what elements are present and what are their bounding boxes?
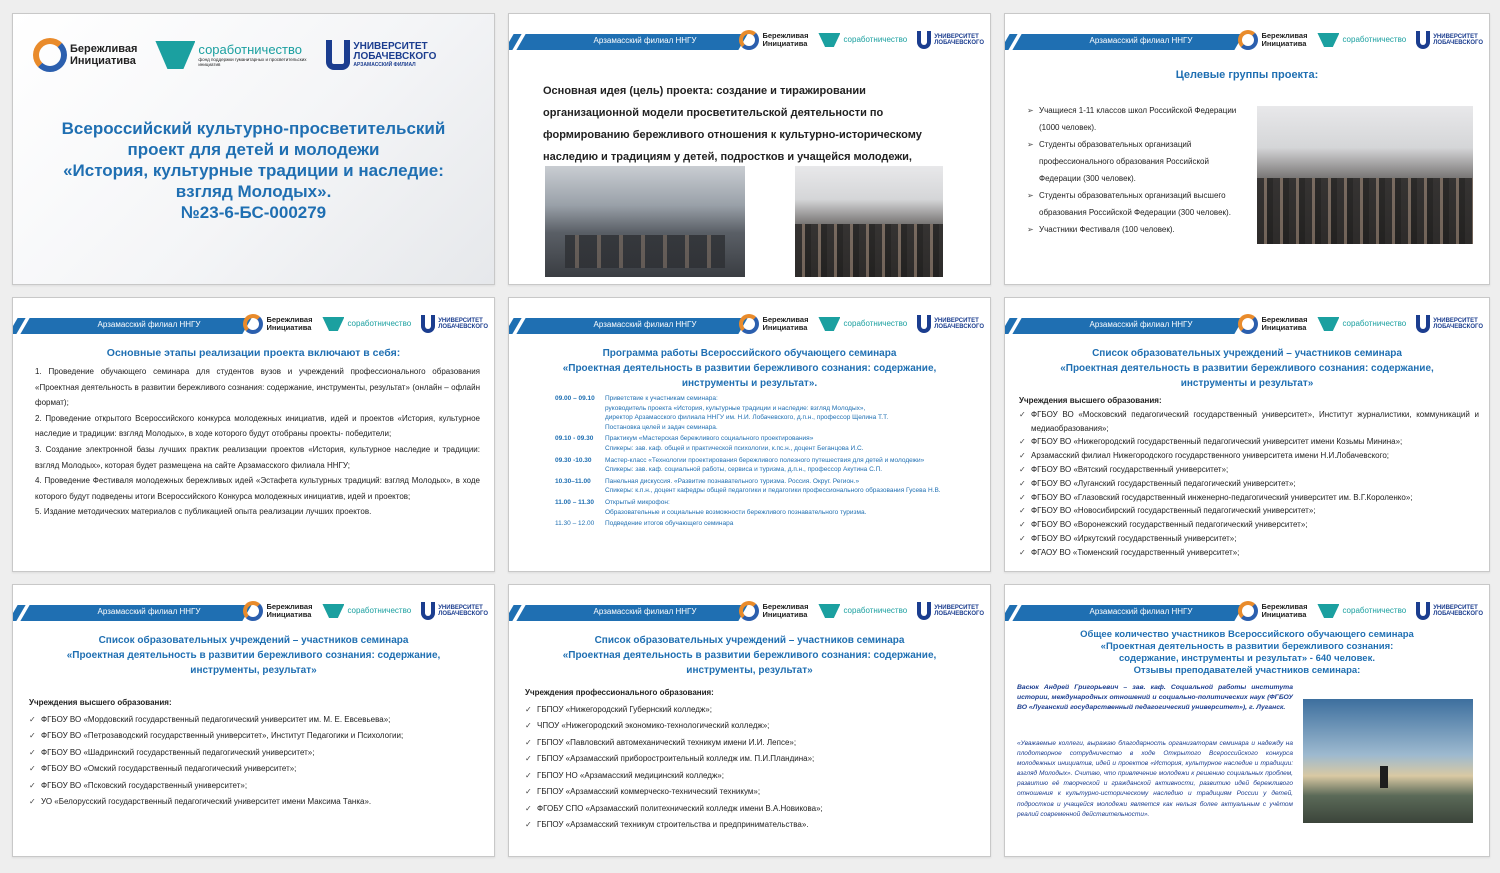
list-item: ✓ ЧПОУ «Нижегородский экономико-технологический колледж»; [525, 718, 980, 735]
universities-list [29, 695, 484, 811]
header-logos: Бережливая Инициатива соработничество УНИВЕРСИТЕТ ЛОБАЧЕВСКОГО [1238, 598, 1483, 624]
slide-8-heading: Список образовательных учреждений – участников семинара «Проектная деятельность в развитии бережливого сознания: содержание, инструменты, результат» [562, 635, 937, 676]
slide-header [1005, 585, 1489, 621]
target-groups-list [1027, 102, 1251, 238]
branch-label: Арзамасский филиал ННГУ [593, 36, 697, 45]
slide-3-heading: Целевые группы проекта: [1175, 69, 1319, 81]
university-u-icon [326, 40, 350, 70]
slide-6-heading: Список образовательных учреждений – участников семинара «Проектная деятельность в развитии бережливого сознания: содержание, инструменты и результат» [1060, 348, 1434, 389]
cooperation-hands-icon [1317, 33, 1339, 47]
branch-label: Арзамасский филиал ННГУ [1089, 320, 1193, 329]
university-u-icon [917, 31, 931, 49]
cooperation-hands-icon [818, 33, 840, 47]
list-item: ✓ ГБПОУ «Павловский автомеханический техникум имени И.И. Лепсе»; [525, 735, 980, 752]
list-item: 1. Проведение обучающего семинара для студентов вузов и учреждений профессионального образования «Проектная деятельность в развитии бережливого сознания: содержание, инструменты, результат» (онлайн – офлайн формат); [35, 367, 480, 408]
slide-header [13, 298, 494, 334]
university-u-icon [917, 315, 931, 333]
slide-9-reviews[interactable] [1004, 584, 1490, 857]
schedule-row: Спикеры: зав. каф. социальной работы, сервиса и туризма, д.п.н., профессор Акутина С.П. [605, 466, 883, 474]
slide-7-heading: Список образовательных учреждений – участников семинара «Проектная деятельность в развитии бережливого сознания: содержание, инструменты, результат» [66, 635, 441, 676]
slide-header [509, 585, 990, 621]
list-item: ✓ УО «Белорусский государственный педагогический университет имени Максима Танка». [29, 794, 484, 811]
schedule-row: Спикеры: к.п.н., доцент кафедры общей педагогики и педагогики профессионального образования Гусева Н.В. [605, 487, 941, 495]
audience-photo [795, 166, 943, 277]
lean-swirl-icon [243, 601, 263, 621]
schedule-row: 09.30 -10.30 Мастер-класс «Технологии проектирования бережливого полезного путешествия для детей и молодежи» [555, 456, 925, 464]
list-subheading: Учреждения высшего образования: [1019, 396, 1162, 405]
list-item: ✓ ФГБОУ ВО «Глазовский государственный инженерно-педагогический университет им. В.Г.Короленко»; [1019, 491, 1479, 505]
lean-swirl-icon [739, 601, 759, 621]
list-item: ✓ ГБПОУ «Арзамасский коммерческо-технический техникум»; [525, 784, 980, 801]
university-u-icon [421, 315, 435, 333]
monument-photo [1303, 699, 1473, 823]
lean-swirl-icon [739, 30, 759, 50]
branch-label: Арзамасский филиал ННГУ [97, 607, 201, 616]
list-item: ✓ ФГБОУ ВО «Петрозаводский государственный университет», Институт Педагогики и Психологии; [29, 728, 484, 745]
list-item: ➢ Студенты образовательных организаций профессионального образования Российской Федерации (300 человек). [1027, 136, 1251, 187]
branch-label: Арзамасский филиал ННГУ [593, 320, 697, 329]
lean-swirl-icon [33, 38, 67, 72]
schedule-row: 11.00 – 11.30 Открытый микрофон: [555, 498, 670, 506]
slide-header [509, 14, 990, 50]
branch-label: Арзамасский филиал ННГУ [97, 320, 201, 329]
cooperation-hands-icon [322, 317, 344, 331]
header-logos: Бережливая Инициатива соработничество УНИВЕРСИТЕТ ЛОБАЧЕВСКОГО [243, 598, 488, 624]
list-item: ✓ ФГБОУ ВО «Псковский государственный университет»; [29, 778, 484, 795]
schedule-row: 09.10 - 09.30 Практикум «Мастерская бережливого социального проектирования» [555, 435, 814, 443]
list-item: ✓ ФГБОУ ВО «Луганский государственный педагогический университет»; [1019, 477, 1479, 491]
university-u-icon [421, 602, 435, 620]
list-item: 4. Проведение Фестиваля молодежных бережливых идей «Эстафета культурных традиций: взгляд Молодых», в ходе которого будут подведены итоги Всероссийского Конкурса молодежных инициатив, идей и проектов; [35, 476, 480, 501]
schedule-row: директор Арзамасского филиала ННГУ им. Н.И. Лобачевского, д.п.н., профессор Щелина Т.Т. [605, 414, 889, 422]
list-item: ✓ ФГБОУ ВО «Иркутский государственный университет»; [1019, 532, 1479, 546]
lean-swirl-icon [243, 314, 263, 334]
slide-4-heading: Основные этапы реализации проекта включают в себя: [106, 347, 401, 359]
university-u-icon [917, 602, 931, 620]
slide-1-heading: Всероссийский культурно-просветительский проект для детей и молодежи «История, культурные традиции и наследие: взгляд Молодых». №23-6-БС-000279 [61, 119, 446, 222]
list-item: ✓ ФГБОУ ВО «Нижегородский государственный педагогический университет имени Козьмы Минина»; [1019, 435, 1479, 449]
slide-header [1005, 14, 1489, 50]
list-item: ✓ ФГБОУ ВО «Шадринский государственный педагогический университет»; [29, 745, 484, 762]
header-logos: Бережливая Инициатива соработничество УНИВЕРСИТЕТ ЛОБАЧЕВСКОГО [739, 311, 984, 337]
slide-3-target-groups[interactable] [1004, 13, 1490, 285]
list-item: 2. Проведение открытого Всероссийского конкурса молодежных инициатив, идей и проектов «История, культурное наследие и традиции: взгляд Молодых», в ходе которого будут отобраны проекты- победители; [35, 413, 480, 439]
list-item: ✓ ФГБОУ ВО «Новосибирский государственный педагогический университет»; [1019, 504, 1479, 518]
slide-6-universities[interactable] [1004, 297, 1490, 572]
review-author: Васюк Андрей Григорьевич – зав. каф. Социальной работы института истории, международных отношений и социально-политических наук (ФГБОУ ВО «Луганский государственный педагогический университет»), г. Луганск. [1017, 684, 1293, 711]
list-item: ✓ ФГБОУ ВО «Воронежский государственный педагогический университет»; [1019, 518, 1479, 532]
universities-list [1019, 394, 1479, 560]
list-item: ✓ ФГБОУ ВО «Московский педагогический государственный университет», Институт журналистики, коммуникаций и медиаобразования»; [1019, 408, 1479, 436]
list-item: ✓ ГБПОУ «Арзамасский приборостроительный колледж им. П.И.Пландина»; [525, 751, 980, 768]
lean-swirl-icon [1238, 30, 1258, 50]
branch-label: Арзамасский филиал ННГУ [1089, 36, 1193, 45]
slide-9-heading: Общее количество участников Всероссийского обучающего семинара «Проектная деятельность в развитии бережливого сознания: содержание, инструменты и результат» - 640 человек. Отзывы преподавателей участников семинара: [1080, 629, 1414, 676]
seminar-room-photo [545, 166, 745, 277]
slide-5-program[interactable] [508, 297, 991, 572]
slide-2-goal[interactable] [508, 13, 991, 285]
schedule-row: Спикеры: зав. каф. общей и практической психологии, к.пс.н., доцент Беганцова И.С. [605, 444, 864, 452]
header-logos: Бережливая Инициатива соработничество УНИВЕРСИТЕТ ЛОБАЧЕВСКОГО [1238, 27, 1483, 53]
review-quote: «Уважаемые коллеги, выражаю благодарность организаторам семинара и надежду на плодотворное сотрудничество в ходе Открытого Всероссийского конкурса молодежных инициатив, идей и проектов «История, культурное наследие и традиции: взгляд Молодых». Считаю, что привлечение молодежи к решению социальных проблем, развитию её творческой и гражданской активности, развитию идей бережливого отношения к культурно-историческому наследию и традициям России у детей, подростков и учащейся молодежи является как нельзя более актуальным с учётом реалий современной действительности». [1017, 740, 1293, 818]
slide-header [509, 298, 990, 334]
university-u-icon [1416, 315, 1430, 333]
colleges-list [525, 685, 980, 834]
cooperation-hands-icon [1317, 317, 1339, 331]
list-item: ✓ ГБПОУ «Арзамасский техникум строительства и предпринимательства». [525, 817, 980, 834]
schedule-row: 11.30 – 12.00 Подведение итогов обучающего семинара [555, 520, 734, 528]
header-logos: Бережливая Инициатива соработничество УНИВЕРСИТЕТ ЛОБАЧЕВСКОГО [739, 27, 984, 53]
branch-label: Арзамасский филиал ННГУ [593, 607, 697, 616]
lean-initiative-logo: Бережливая Инициатива [33, 38, 137, 72]
slide-7-universities[interactable] [12, 584, 495, 857]
schedule-row: 09.00 – 09.10 Приветствие к участникам семинара: [555, 395, 718, 402]
logos-row [33, 38, 436, 72]
list-item: ✓ ФГАОУ ВО «Тюменский государственный университет»; [1019, 546, 1479, 560]
list-subheading: Учреждения профессионального образования: [525, 688, 714, 697]
cooperation-hands-icon [818, 317, 840, 331]
slide-8-colleges[interactable] [508, 584, 991, 857]
cooperation-hands-icon [155, 41, 195, 69]
cooperation-hands-icon [818, 604, 840, 618]
slide-1-title[interactable] [12, 13, 495, 285]
project-goal-text: Основная идея (цель) проекта: создание и тиражировании организационной модели просветительской деятельности по формированию бережливого отношения к культурно-историческому наследию и традициям у детей, подростков и учащейся молодежи, [543, 85, 922, 163]
list-item: ✓ ФГОБУ СПО «Арзамасский политехнический колледж имени В.А.Новикова»; [525, 801, 980, 818]
list-item: ✓ ФГБОУ ВО «Мордовский государственный педагогический университет им. М. Е. Евсевьева»; [29, 712, 484, 729]
schedule-row: Постановка целей и задач семинара. [605, 423, 718, 431]
list-item: ➢ Учащиеся 1-11 классов школ Российской Федерации (1000 человек). [1027, 102, 1251, 136]
university-u-icon [1416, 602, 1430, 620]
slide-header [1005, 298, 1489, 334]
slide-header [13, 585, 494, 621]
list-subheading: Учреждения высшего образования: [29, 698, 172, 707]
list-item: ✓ ФГБОУ ВО «Омский государственный педагогический университет»; [29, 761, 484, 778]
program-schedule [555, 394, 970, 529]
schedule-row: Образовательные и социальные возможности бережливого познавательного туризма. [605, 508, 867, 516]
list-item: ➢ Студенты образовательных организаций высшего образования Российской Федерации (300 человек). [1027, 187, 1251, 221]
list-item: 3. Создание электронной базы лучших практик реализации проектов «История, культурное наследие и традиции: взгляд Молодых», которая будет размещена на сайте Арзамасского филиала ННГУ; [35, 444, 480, 470]
cooperation-hands-icon [1317, 604, 1339, 618]
participants-photo [1257, 106, 1473, 244]
list-item: ➢ Участники Фестиваля (100 человек). [1027, 221, 1251, 238]
university-logo: УНИВЕРСИТЕТ ЛОБАЧЕВСКОГО АРЗАМАССКИЙ ФИЛИАЛ [326, 40, 436, 70]
header-logos: Бережливая Инициатива соработничество УНИВЕРСИТЕТ ЛОБАЧЕВСКОГО [243, 311, 488, 337]
cooperation-logo: соработничество фонд поддержки гуманитарных и просветительских инициатив [155, 41, 308, 69]
slide-4-stages[interactable] [12, 297, 495, 572]
cooperation-hands-icon [322, 604, 344, 618]
lean-swirl-icon [1238, 314, 1258, 334]
header-logos: Бережливая Инициатива соработничество УНИВЕРСИТЕТ ЛОБАЧЕВСКОГО [1238, 311, 1483, 337]
branch-label: Арзамасский филиал ННГУ [1089, 607, 1193, 616]
list-item: 5. Издание методических материалов с публикацией опыта реализации лучших проектов. [35, 507, 372, 517]
list-item: ✓ ГБПОУ «Нижегородский Губернский колледж»; [525, 702, 980, 719]
stages-list [35, 364, 480, 520]
lean-swirl-icon [739, 314, 759, 334]
list-item: ✓ ГБПОУ НО «Арзамасский медицинский колледж»; [525, 768, 980, 785]
lean-swirl-icon [1238, 601, 1258, 621]
schedule-row: 10.30–11.00 Панельная дискуссия. «Развитие познавательного туризма. Россия. Округ. Регион.» [555, 477, 860, 485]
list-item: ✓ ФГБОУ ВО «Вятский государственный университет»; [1019, 463, 1479, 477]
slide-5-heading: Программа работы Всероссийского обучающего семинара «Проектная деятельность в развитии бережливого сознания: содержание, инструменты и результат». [562, 348, 937, 389]
university-u-icon [1416, 31, 1430, 49]
header-logos: Бережливая Инициатива соработничество УНИВЕРСИТЕТ ЛОБАЧЕВСКОГО [739, 598, 984, 624]
schedule-row: руководитель проекта «История, культурные традиции и наследие: взгляд Молодых», [605, 404, 866, 412]
list-item: ✓ Арзамасский филиал Нижегородского государственного университета имени Н.И.Лобачевского; [1019, 449, 1479, 463]
